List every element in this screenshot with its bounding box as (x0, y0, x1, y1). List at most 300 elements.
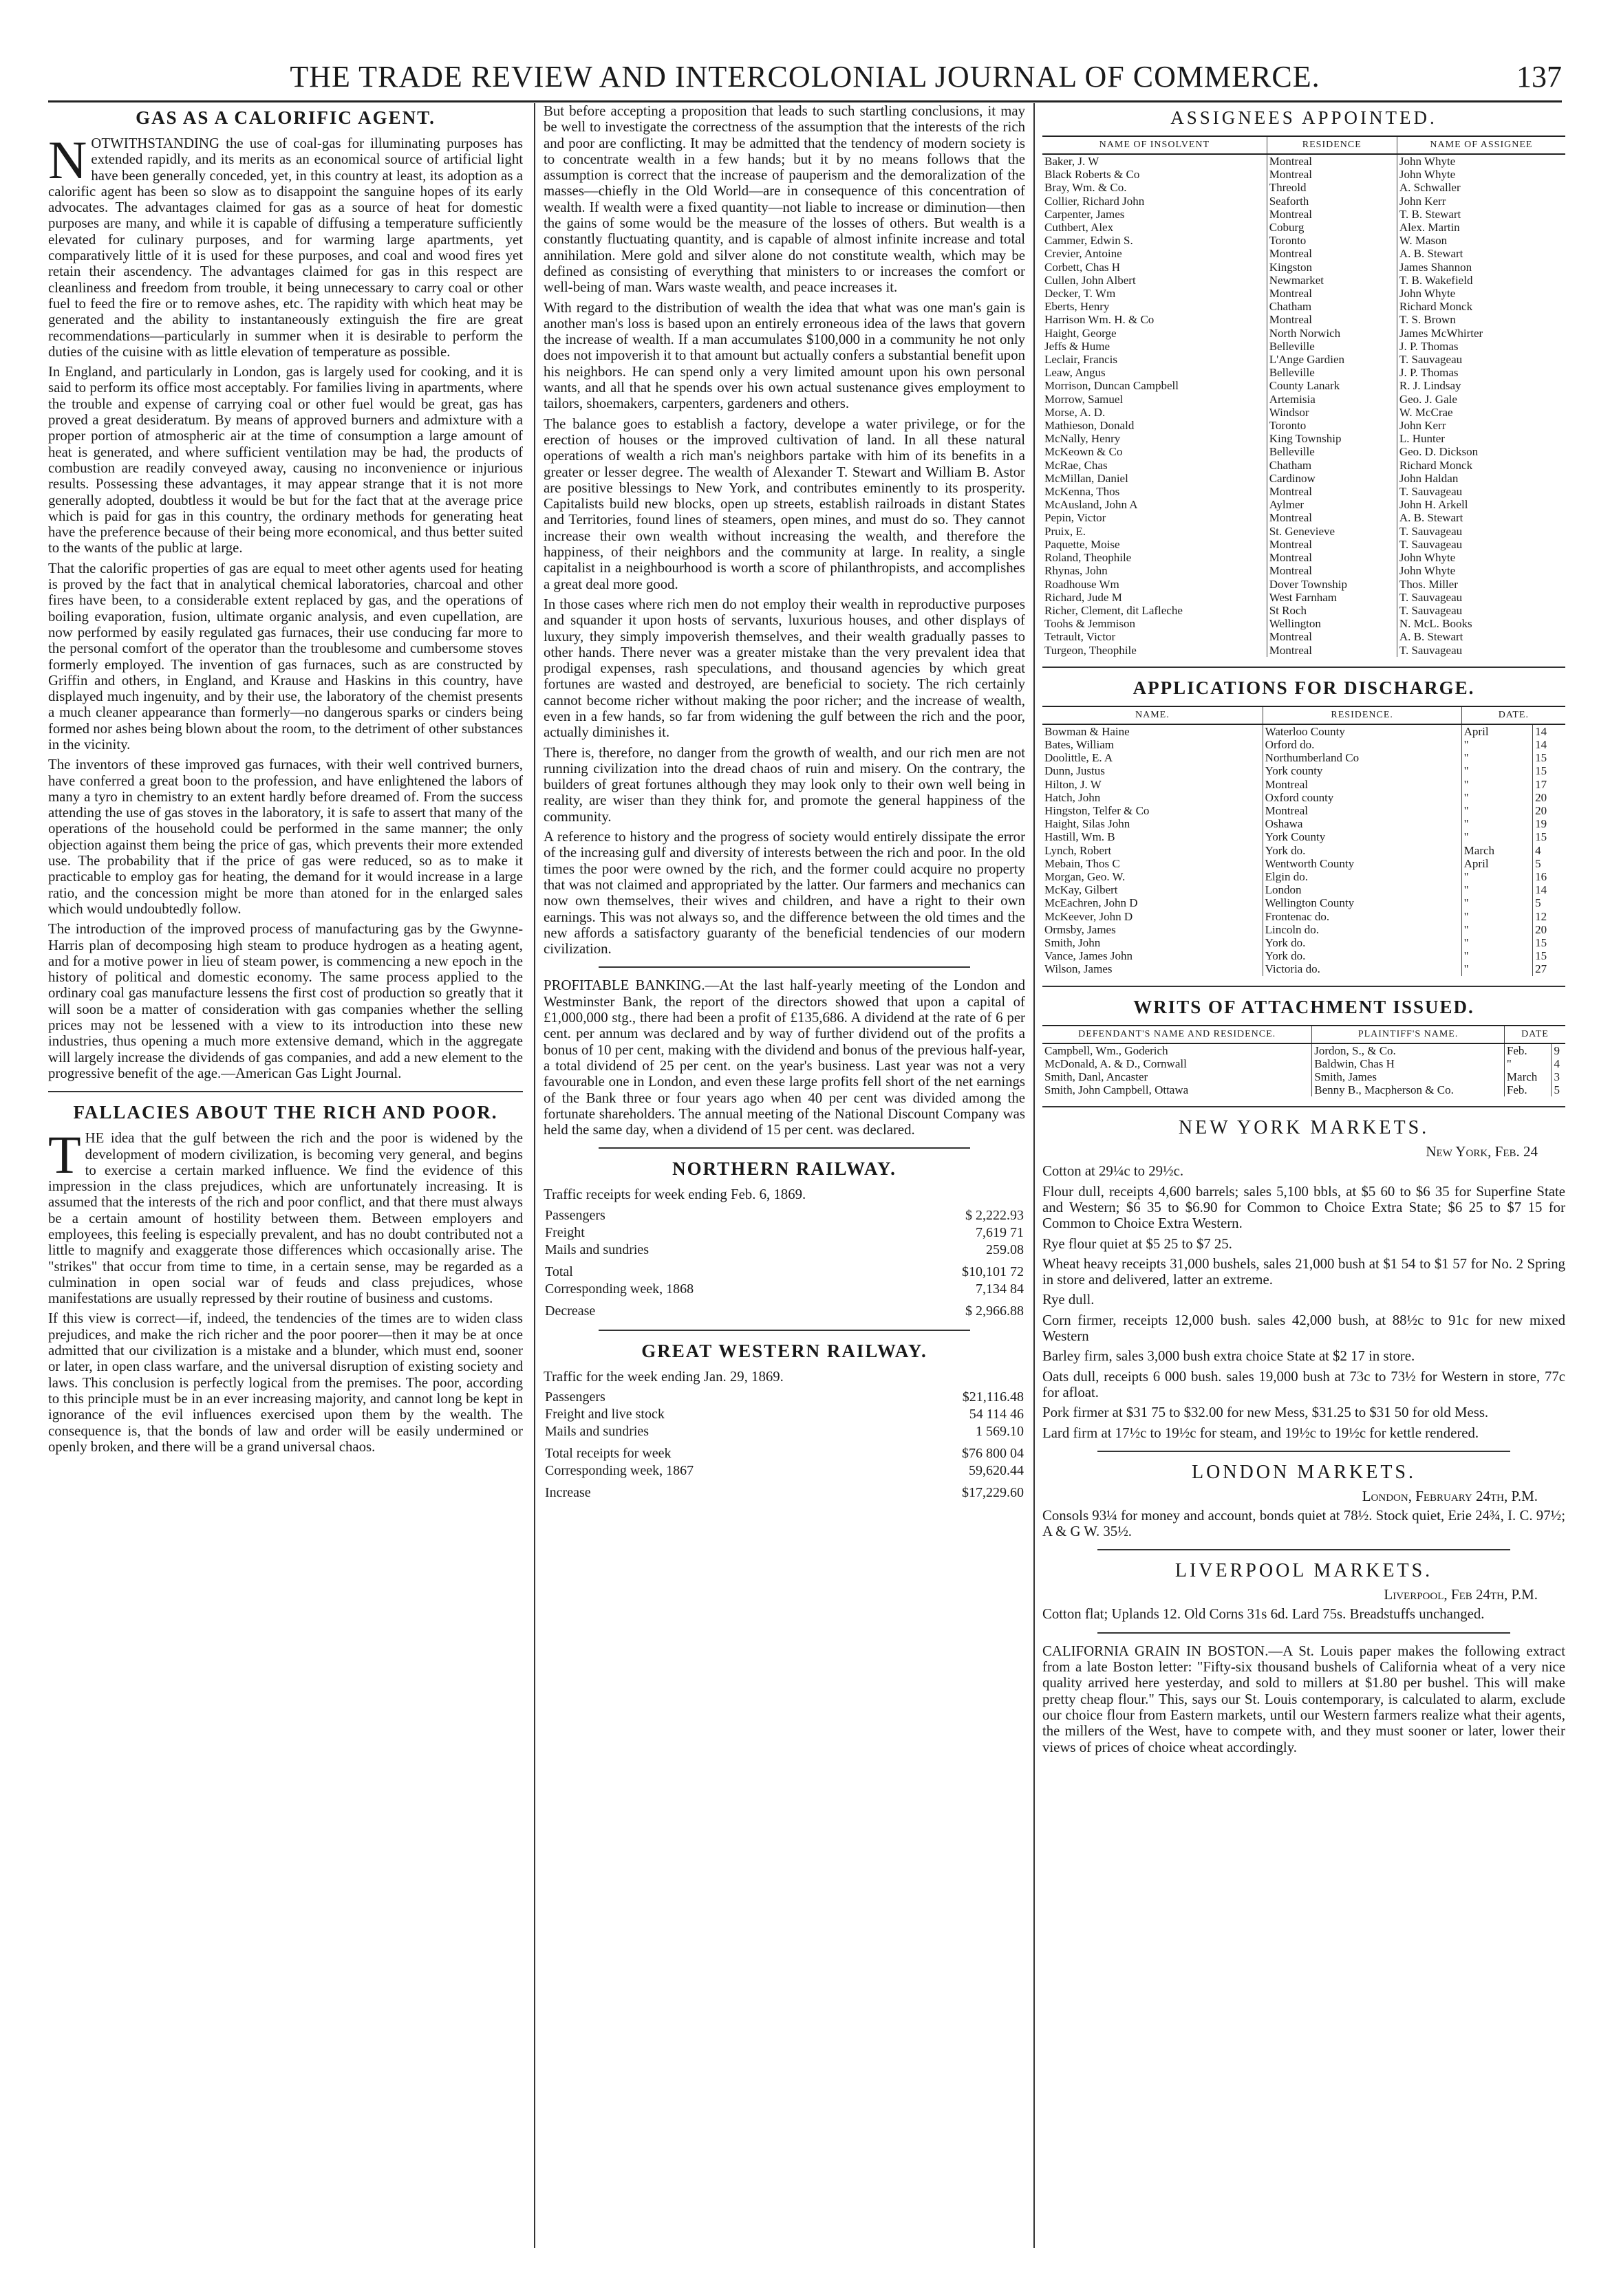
table-cell: County Lanark (1267, 379, 1397, 392)
table-row (544, 1259, 1025, 1281)
table-row (1042, 406, 1565, 419)
table-cell: West Farnham (1267, 591, 1397, 604)
table-cell: 15 (1533, 936, 1565, 949)
column-header: PLAINTIFF'S NAME. (1312, 1026, 1505, 1043)
table-cell: Toronto (1267, 419, 1397, 432)
table-cell: " (1461, 817, 1532, 830)
table-row (1042, 910, 1565, 923)
table-cell: Lincoln do. (1263, 923, 1461, 936)
table-cell: Toronto (1267, 234, 1397, 247)
divider (1042, 986, 1565, 987)
table-cell: Ormsby, James (1044, 922, 1116, 936)
table-cell: " (1461, 949, 1532, 962)
table-cell: London (1263, 883, 1461, 896)
table-cell: " (1461, 962, 1532, 975)
row-amount: 54 114 46 (969, 1407, 1024, 1422)
table-cell: Alex. Martin (1397, 221, 1565, 234)
table-row (1042, 445, 1565, 458)
table-cell: Baldwin, Chas H (1312, 1057, 1505, 1070)
new-york-dateline: New York, Feb. 24 (1426, 1143, 1538, 1160)
gas-drop-cap: N (48, 130, 87, 190)
table-cell: Turgeon, Theophile (1044, 643, 1137, 657)
table-cell: " (1461, 910, 1532, 923)
wealth-paragraph-2: With regard to the distribution of wealth the idea that what was one man's gain is another man's loss is based upon an entirely erroneous idea of the laws that govern the increase of wealth. If a man accumulates $100,000 in a community he not only does not impoverish it to that amount but actually confers a substantial benefit upon his neighbors. He can spend only a very limited amount upon his own personal wants, and all that he spends over his own actual sustenance gives employment to tailors, shoemakers, carpenters, gardeners and others. (544, 299, 1025, 412)
table-cell: McKenna, Thos (1044, 485, 1120, 499)
table-cell: James McWhirter (1397, 327, 1565, 340)
table-row (1042, 1057, 1565, 1070)
table-cell: Mathieson, Donald (1044, 419, 1135, 433)
table-cell: Rhynas, John (1044, 564, 1108, 578)
table-cell: Crevier, Antoine (1044, 247, 1122, 261)
increase-amount: $17,229.60 (962, 1485, 1024, 1500)
table-cell: Feb. (1504, 1083, 1552, 1096)
table-cell: McDonald, A. & D., Cornwall (1044, 1057, 1187, 1070)
table-cell: John Whyte (1397, 287, 1565, 300)
table-cell: John Whyte (1397, 168, 1565, 181)
table-row (1042, 459, 1565, 472)
column-middle (544, 103, 1025, 2255)
table-row (1042, 578, 1565, 591)
table-cell: 14 (1533, 738, 1565, 751)
column-header: NAME. (1042, 706, 1263, 724)
table-cell: 19 (1533, 817, 1565, 830)
table-cell: St Roch (1267, 604, 1397, 617)
table-cell: Belleville (1267, 445, 1397, 458)
table-cell: McKeown & Co (1044, 445, 1123, 459)
divider (599, 1147, 970, 1149)
table-cell: Montreal (1267, 168, 1397, 181)
table-row (1042, 300, 1565, 313)
table-cell: King Township (1267, 432, 1397, 445)
table-row (1042, 857, 1565, 870)
table-cell: John Whyte (1397, 564, 1565, 577)
ny-wheat: Wheat heavy receipts 31,000 bushels, sales 21,000 bush at $1 54 to $1 57 for No. 2 Spring in store and delivered, latter an extreme. (1042, 1255, 1565, 1288)
table-cell: York do. (1263, 949, 1461, 962)
table-row (1042, 870, 1565, 883)
table-cell: Haight, George (1044, 326, 1117, 340)
table-cell: " (1461, 923, 1532, 936)
wealth-paragraph-3: The balance goes to establish a factory, develope a water privilege, or for the erection of houses or the improved cultivation of land. In all these natural operations of wealth a rich man's neighbors partake with him of its benefits in a greater or lesser degree. The wealth of Alexander T. Stewart and William B. Astor are positive blessings to New York, and contributes eminently to its prosperity. Capitalists build new blocks, open up streets, establish railroads in distant States and Territories, found lines of steamers, open mines, and must do so. They cannot increase their own wealth without increasing the wealth, and therefore the happiness, of their neighbors and the community at large. In reality, a single capitalist in a neighbourhood is worth a score of philanthropists, and accomplishes a great deal more good. (544, 415, 1025, 592)
table-cell: Montreal (1267, 644, 1397, 657)
table-cell: Collier, Richard John (1044, 194, 1145, 208)
table-cell: Hatch, John (1044, 790, 1101, 804)
gas-paragraph-1 (48, 130, 523, 360)
table-cell: Morrison, Duncan Campbell (1044, 379, 1179, 393)
table-cell: St. Genevieve (1267, 525, 1397, 538)
table-cell: Frontenac do. (1263, 910, 1461, 923)
column-header: DATE (1504, 1026, 1565, 1043)
table-cell: " (1461, 896, 1532, 909)
table-cell: Wilson, James (1044, 962, 1113, 976)
table-cell: Campbell, Wm., Goderich (1044, 1043, 1168, 1057)
table-cell: McKeever, John D (1044, 909, 1133, 923)
row-label: Freight and live stock (545, 1407, 665, 1422)
table-cell: Richard, Jude M (1044, 590, 1122, 604)
table-cell: York County (1263, 830, 1461, 843)
table-cell: McMillan, Daniel (1044, 471, 1128, 485)
table-row (1042, 617, 1565, 630)
header-rule (48, 100, 1562, 102)
table-row (1042, 340, 1565, 353)
table-row (1042, 313, 1565, 326)
table-cell: Harrison Wm. H. & Co (1044, 313, 1155, 327)
total-label: Total receipts for week (545, 1446, 672, 1461)
table-row (544, 1281, 1025, 1298)
table-cell: Feb. (1504, 1043, 1552, 1057)
table-cell: " (1461, 883, 1532, 896)
table-row (1042, 883, 1565, 896)
table-row (1042, 630, 1565, 643)
table-cell: Montreal (1267, 208, 1397, 221)
table-cell: T. Sauvageau (1397, 525, 1565, 538)
london-consols: Consols 93¼ for money and account, bonds quiet at 78½. Stock quiet, Erie 24¾, I. C. 97½; A & G W. 35½. (1042, 1507, 1565, 1540)
corresponding-label: Corresponding week, 1868 (545, 1281, 694, 1297)
table-cell: T. B. Stewart (1397, 208, 1565, 221)
table-cell: Montreal (1267, 247, 1397, 260)
corresponding-label: Corresponding week, 1867 (545, 1463, 694, 1478)
corresponding-amount: 7,134 84 (976, 1281, 1024, 1297)
table-cell: " (1461, 936, 1532, 949)
table-cell: T. Sauvageau (1397, 353, 1565, 366)
table-cell: Oxford county (1263, 791, 1461, 804)
table-row (1042, 604, 1565, 617)
table-row (544, 1389, 1025, 1406)
row-label: Passengers (545, 1389, 605, 1405)
table-row (1042, 1070, 1565, 1083)
table-cell: Montreal (1267, 154, 1397, 168)
table-row (544, 1242, 1025, 1259)
table-cell: T. Sauvageau (1397, 591, 1565, 604)
table-cell: Belleville (1267, 366, 1397, 379)
table-cell: North Norwich (1267, 327, 1397, 340)
table-row (1042, 393, 1565, 406)
table-row (1042, 564, 1565, 577)
table-cell: Carpenter, James (1044, 207, 1125, 221)
writs-table (1042, 1025, 1565, 1097)
table-row (544, 1224, 1025, 1242)
table-cell: 12 (1533, 910, 1565, 923)
table-cell: York do. (1263, 844, 1461, 857)
page-header (48, 59, 1562, 100)
table-row (544, 1207, 1025, 1224)
table-row (1042, 962, 1565, 975)
table-cell: 15 (1533, 949, 1565, 962)
table-cell: Oshawa (1263, 817, 1461, 830)
table-cell: Benny B., Macpherson & Co. (1312, 1083, 1505, 1096)
column-header: DATE. (1461, 706, 1565, 724)
table-row (1042, 538, 1565, 551)
table-cell: Cullen, John Albert (1044, 273, 1136, 287)
table-row (1042, 804, 1565, 817)
table-header-row (1042, 136, 1565, 154)
table-cell: 4 (1533, 844, 1565, 857)
table-cell: Newmarket (1267, 274, 1397, 287)
table-row (1042, 738, 1565, 751)
table-cell: Leclair, Francis (1044, 353, 1117, 367)
table-cell: Morse, A. D. (1044, 405, 1106, 419)
table-cell: T. S. Brown (1397, 313, 1565, 326)
row-amount: 259.08 (986, 1242, 1024, 1257)
fallacies-paragraph-1-text: HE idea that the gulf between the rich and the poor is widened by the development of modern civilization, is becoming very general, and begins to exercise a certain marked influence. We find the evidence of this impression in the class prejudices, which are unfortunately increasing. It is assumed that the interests of the rich and poor conflict, and that there must always be a certain amount of hostility between them. Between employers and employees, this feeling is especially prevalent, and has no doubt contributed not a little to magnify and exaggerate those differences which occasionally arise. The "strikes" that occur from time to time, in a certain sense, may be regarded as a culmination in open social war of feuds and class prejudices, whose manifestations are usually repressed by their routine of business and customs. (48, 1130, 523, 1307)
decrease-amount: $ 2,966.88 (965, 1303, 1024, 1319)
table-cell: Belleville (1267, 340, 1397, 353)
table-row (1042, 936, 1565, 949)
table-cell: L'Ange Gardien (1267, 353, 1397, 366)
table-cell: Richard Monck (1397, 300, 1565, 313)
table-cell: Jordon, S., & Co. (1312, 1043, 1505, 1057)
table-row (544, 1440, 1025, 1462)
table-cell: 5 (1533, 896, 1565, 909)
table-row (1042, 366, 1565, 379)
ny-pork: Pork firmer at $31 75 to $32.00 for new Mess, $31.25 to $31 50 for old Mess. (1042, 1405, 1489, 1421)
table-cell: " (1461, 764, 1532, 777)
gas-paragraph-4: The inventors of these improved gas furnaces, with their well contrived burners, have conferred a great boon to the profession, and have enlightened the labors of many a tyro in chemistry to an extent hardly before dreamed of. From the success attending the use of gas stoves in the laboratory, it is safe to assert that many of the operations of the household could be performed in the same manner; the only objection against them being the price of gas, which prevents their more extended use. The probability that if the price of gas were reduced, so as to make it practicable to employ gas for heating, the demand for it would increase in a large ratio, and the concession might be more than atoned for in the enlarged sales which would undoubtedly follow. (48, 757, 523, 917)
gas-paragraph-2: In England, and particularly in London, gas is largely used for cooking, and it is said to perform its office most acceptably. For families living in apartments, where the trouble and expense of carrying coal or other fuel would be great, gas has proved a great desideratum. By means of approved burners and admixture with a proper portion of atmospheric air at the time of consumption a large amount of heat is generated, and where sufficient ventilation may be had, the products of combustion are readily conveyed away, causing no inconvenience or injurious results. Possessing these advantages, it may appear strange that it is not more generally adopted, doubtless it would be but for the fact that at the average price which is paid for gas in this country, the ordinary methods for generating heat have the preference because of their being more economical, and thus better suited to the wants of the public at large. (48, 364, 523, 556)
table-cell: Roland, Theophile (1044, 551, 1132, 565)
table-cell: 14 (1533, 883, 1565, 896)
table-cell: 5 (1552, 1083, 1565, 1096)
table-cell: Corbett, Chas H (1044, 260, 1121, 274)
column-left (48, 103, 523, 2255)
table-row (1042, 432, 1565, 445)
table-cell: Montreal (1263, 778, 1461, 791)
table-cell: Montreal (1267, 551, 1397, 564)
table-cell: McKay, Gilbert (1044, 883, 1118, 897)
table-row (1042, 923, 1565, 936)
table-row (1042, 591, 1565, 604)
table-cell: 16 (1533, 870, 1565, 883)
table-cell: 20 (1533, 804, 1565, 817)
divider (1042, 1106, 1565, 1107)
table-cell: 15 (1533, 764, 1565, 777)
table-row (1042, 221, 1565, 234)
table-cell: W. McCrae (1397, 406, 1565, 419)
table-cell: Mebain, Thos C (1044, 856, 1120, 870)
london-dateline: London, February 24th, P.M. (1362, 1487, 1538, 1504)
table-cell: March (1461, 844, 1532, 857)
table-row (1042, 234, 1565, 247)
divider (1097, 1549, 1510, 1550)
table-cell: Morgan, Geo. W. (1044, 869, 1126, 883)
ny-flour: Flour dull, receipts 4,600 barrels; sales 5,100 bbls, at $5 60 to $6 35 for Superfine State and Western; $6 35 to $6.90 for Common to Choice Extra State; $6 25 to $7 15 for Common to Choice Extra Western. (1042, 1183, 1565, 1232)
table-cell: 3 (1552, 1070, 1565, 1083)
table-cell: Eberts, Henry (1044, 300, 1110, 314)
table-cell: T. Sauvageau (1397, 644, 1565, 657)
table-cell: Toohs & Jemmison (1044, 617, 1135, 631)
table-row (1042, 168, 1565, 181)
table-cell: Pruix, E. (1044, 524, 1086, 538)
table-cell: T. B. Wakefield (1397, 274, 1565, 287)
california-grain-notice: CALIFORNIA GRAIN IN BOSTON.—A St. Louis paper makes the following extract from a late Boston letter: "Fifty-six thousand bushels of California wheat of a very nice quality arrived here yesterday, and sold to millers at $1.80 per bushel. This will make pretty cheap flour." This, says our St. Louis contemporary, is calculated to alarm, exclude our choice flour from Eastern markets, until our Western farmers realize what their agents, the millers of the West, have to compete with, and they must sooner or later, lower their views of prices of choice wheat accordingly. (1042, 1643, 1565, 1755)
table-cell: Smith, John (1044, 935, 1101, 949)
table-cell: Haight, Silas John (1044, 817, 1130, 831)
table-cell: York county (1263, 764, 1461, 777)
table-cell: Kingston (1267, 261, 1397, 274)
table-row (1042, 844, 1565, 857)
table-row (1042, 1043, 1565, 1057)
table-cell: Dover Township (1267, 578, 1397, 591)
table-row (1042, 247, 1565, 260)
table-cell: Smith, John Campbell, Ottawa (1044, 1083, 1189, 1097)
table-cell: Orford do. (1263, 738, 1461, 751)
table-cell: Wentworth County (1263, 857, 1461, 870)
table-cell: Windsor (1267, 406, 1397, 419)
table-cell: 27 (1533, 962, 1565, 975)
gas-article-title: GAS AS A CALORIFIC AGENT. (136, 107, 436, 128)
table-cell: T. Sauvageau (1397, 604, 1565, 617)
table-row (1042, 327, 1565, 340)
table-cell: Northumberland Co (1263, 751, 1461, 764)
table-cell: " (1461, 778, 1532, 791)
table-cell: Black Roberts & Co (1044, 168, 1140, 182)
table-row (1042, 896, 1565, 909)
table-cell: 15 (1533, 751, 1565, 764)
assignees-table (1042, 136, 1565, 657)
table-cell: 4 (1552, 1057, 1565, 1070)
table-row (1042, 261, 1565, 274)
table-row (1042, 525, 1565, 538)
table-cell: Pepin, Victor (1044, 511, 1106, 525)
table-cell: 20 (1533, 923, 1565, 936)
table-cell: April (1461, 857, 1532, 870)
table-cell: Montreal (1267, 630, 1397, 643)
table-cell: John Haldan (1397, 472, 1565, 485)
table-cell: McEachren, John D (1044, 896, 1138, 910)
column-divider-1 (534, 103, 535, 2248)
northern-railway-title: NORTHERN RAILWAY. (672, 1158, 897, 1180)
row-label: Mails and sundries (545, 1242, 650, 1257)
table-row (1042, 949, 1565, 962)
table-cell: Chatham (1267, 459, 1397, 472)
table-cell: Coburg (1267, 221, 1397, 234)
table-cell: April (1461, 724, 1532, 738)
table-cell: Montreal (1267, 287, 1397, 300)
table-cell: Hilton, J. W (1044, 777, 1102, 791)
wealth-paragraph-4: In those cases where rich men do not employ their wealth in reproductive purposes and squander it upon hosts of servants, luxurious houses, and other displays of luxury, they simply impoverish themselves, and their wealth gradually passes to other hands. There never was a greater mistake than the very prevalent idea that prodigal expenses, rash speculations, and thousand agencies by which great fortunes are wasted and destroyed, are beneficial to society. The rich certainly cannot become richer without making the poor richer; and the increase of wealth, even in a few hands, so far from widening the gulf between the rich and the poor, actually diminishes it. (544, 596, 1025, 741)
table-row (1042, 498, 1565, 511)
table-cell: A. B. Stewart (1397, 630, 1565, 643)
divider (599, 966, 970, 968)
table-cell: John H. Arkell (1397, 498, 1565, 511)
table-cell: " (1461, 738, 1532, 751)
divider (48, 1091, 523, 1092)
decrease-label: Decrease (545, 1303, 596, 1319)
table-row (1042, 472, 1565, 485)
ny-rye: Rye dull. (1042, 1292, 1095, 1308)
ny-oats: Oats dull, receipts 6 000 bush. sales 19,000 bush at 73c to 73½ for Western in store, 77c for afloat. (1042, 1368, 1565, 1400)
table-cell: 15 (1533, 830, 1565, 843)
table-row (1042, 154, 1565, 168)
ny-cotton: Cotton at 29¼c to 29½c. (1042, 1163, 1184, 1180)
column-right (1042, 103, 1565, 2255)
table-row (544, 1298, 1025, 1320)
table-cell: Jeffs & Hume (1044, 339, 1110, 353)
table-cell: J. P. Thomas (1397, 340, 1565, 353)
great-western-railway-subtitle: Traffic for the week ending Jan. 29, 1869. (544, 1368, 784, 1385)
row-amount: $ 2,222.93 (965, 1207, 1024, 1223)
table-cell: McRae, Chas (1044, 458, 1108, 472)
discharge-title: APPLICATIONS FOR DISCHARGE. (1133, 677, 1475, 698)
fallacies-drop-cap: T (48, 1125, 81, 1185)
table-cell: Bates, William (1044, 737, 1114, 751)
table-cell: Hastill, Wm. B (1044, 830, 1115, 844)
table-cell: Elgin do. (1263, 870, 1461, 883)
table-cell: Wellington County (1263, 896, 1461, 909)
column-header: RESIDENCE. (1263, 706, 1461, 724)
row-amount: 1 569.10 (976, 1424, 1024, 1439)
table-cell: Geo. D. Dickson (1397, 445, 1565, 458)
table-cell: T. Sauvageau (1397, 485, 1565, 498)
table-row (544, 1423, 1025, 1440)
table-row (1042, 724, 1565, 738)
table-cell: Bray, Wm. & Co. (1044, 181, 1127, 195)
northern-railway-subtitle: Traffic receipts for week ending Feb. 6, 1869. (544, 1187, 806, 1203)
table-row (1042, 287, 1565, 300)
table-row (1042, 379, 1565, 392)
total-label: Total (545, 1264, 573, 1279)
table-cell: A. Schwaller (1397, 181, 1565, 194)
table-cell: John Whyte (1397, 154, 1565, 168)
row-label: Mails and sundries (545, 1424, 650, 1439)
column-header: NAME OF INSOLVENT (1042, 136, 1267, 154)
table-row (1042, 791, 1565, 804)
table-cell: " (1461, 830, 1532, 843)
table-cell: Geo. J. Gale (1397, 393, 1565, 406)
table-row (1042, 1083, 1565, 1096)
table-cell: Montreal (1267, 538, 1397, 551)
table-cell: N. McL. Books (1397, 617, 1565, 630)
table-cell: McNally, Henry (1044, 432, 1121, 446)
table-header-row (1042, 1026, 1565, 1043)
table-cell: John Kerr (1397, 195, 1565, 208)
table-cell: Morrow, Samuel (1044, 392, 1124, 406)
table-cell: Tetrault, Victor (1044, 630, 1116, 644)
table-cell: Aylmer (1267, 498, 1397, 511)
page-number: 137 (1516, 60, 1562, 94)
table-row (1042, 419, 1565, 432)
table-cell: J. P. Thomas (1397, 366, 1565, 379)
table-cell: 17 (1533, 778, 1565, 791)
writs-title: WRITS OF ATTACHMENT ISSUED. (1133, 996, 1474, 1017)
table-cell: Dunn, Justus (1044, 764, 1105, 778)
table-row (1042, 353, 1565, 366)
divider (1042, 667, 1565, 668)
table-row (1042, 551, 1565, 564)
table-cell: 14 (1533, 724, 1565, 738)
table-cell: Chatham (1267, 300, 1397, 313)
fallacies-article-title: FALLACIES ABOUT THE RICH AND POOR. (73, 1102, 498, 1123)
table-row (1042, 208, 1565, 221)
table-cell: Vance, James John (1044, 949, 1133, 963)
table-cell: A. B. Stewart (1397, 247, 1565, 260)
table-row (1042, 195, 1565, 208)
table-cell: W. Mason (1397, 234, 1565, 247)
table-cell: Montreal (1267, 511, 1397, 524)
table-cell: " (1461, 870, 1532, 883)
table-row (1042, 181, 1565, 194)
liverpool-markets-title: LIVERPOOL MARKETS. (1174, 1560, 1433, 1582)
corresponding-amount: 59,620.44 (969, 1463, 1024, 1478)
table-cell: Doolittle, E. A (1044, 751, 1113, 765)
table-cell: " (1461, 791, 1532, 804)
table-cell: March (1504, 1070, 1552, 1083)
great-western-railway-table (544, 1389, 1025, 1502)
total-amount: $76 800 04 (962, 1446, 1024, 1461)
fallacies-paragraph-1 (48, 1125, 523, 1307)
liverpool-report: Cotton flat; Uplands 12. Old Corns 31s 6d. Lard 75s. Breadstuffs unchanged. (1042, 1606, 1485, 1623)
table-cell: 5 (1533, 857, 1565, 870)
table-row (1042, 274, 1565, 287)
